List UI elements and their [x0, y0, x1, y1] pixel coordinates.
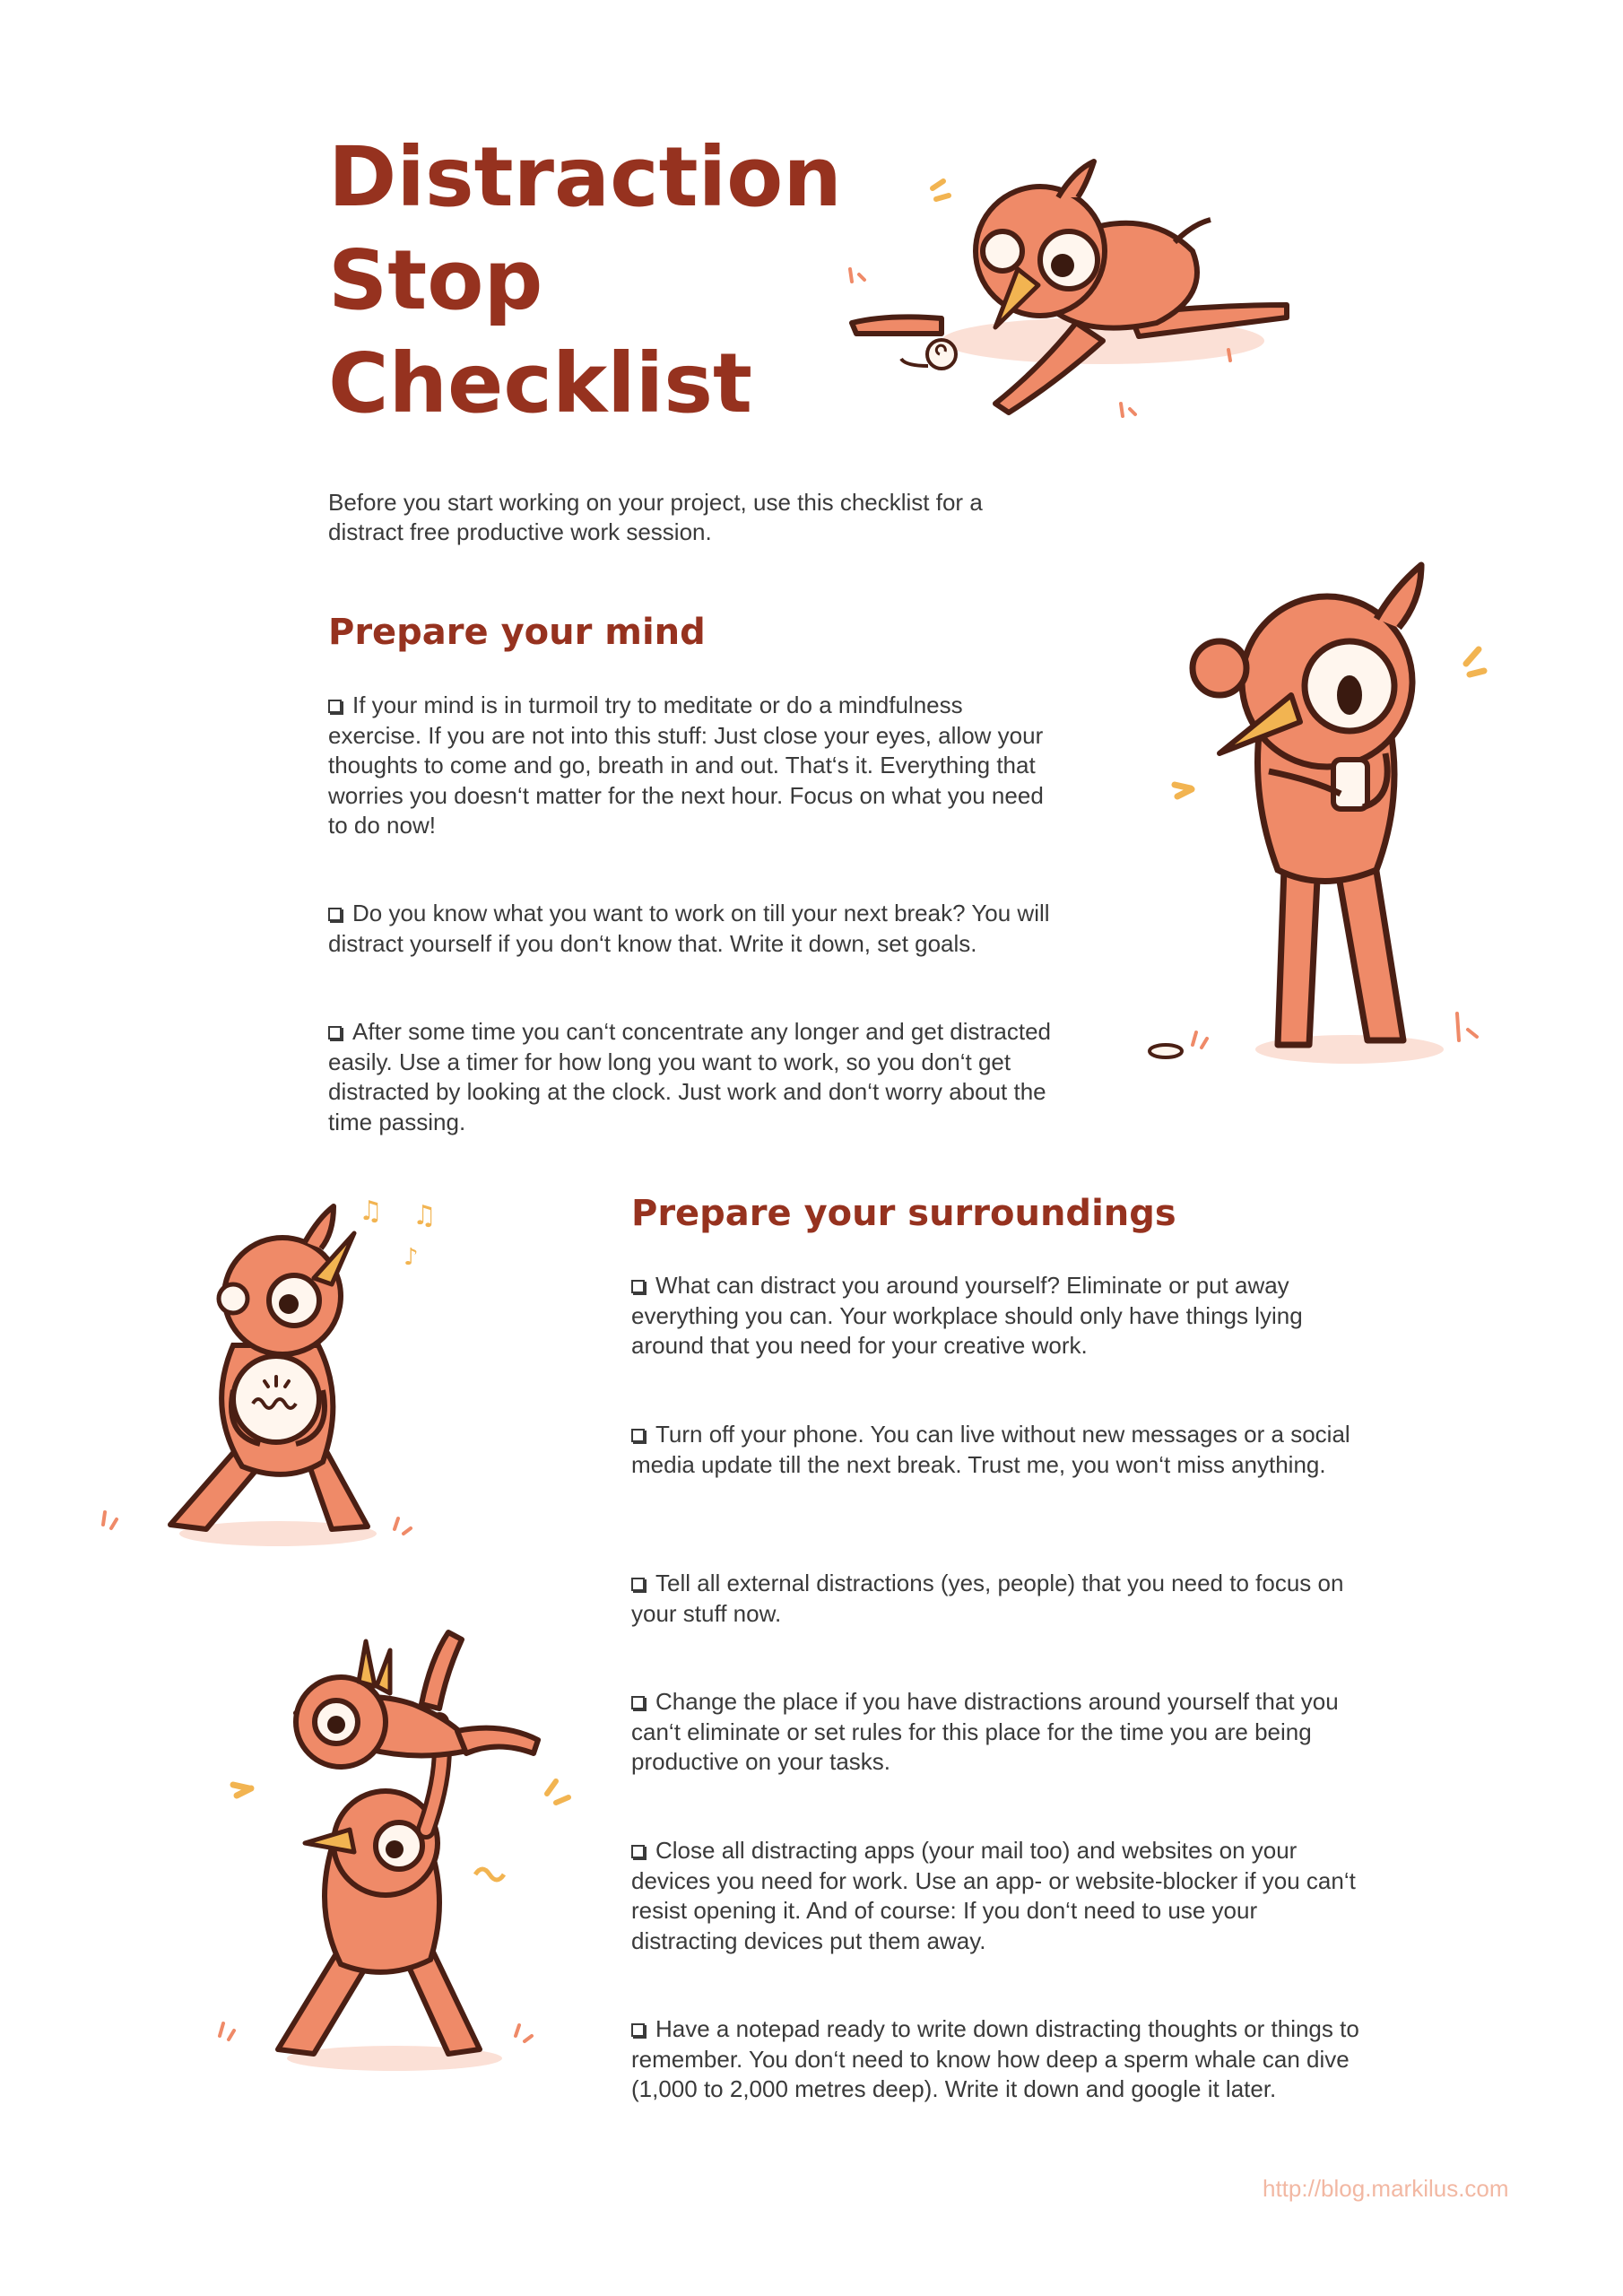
checklist-item-text: What can distract you around yourself? Eliminate or put away everything you can. Your workplace should only have things lying around that you need for your creative work. [631, 1272, 1303, 1359]
lifting-creatures-illustration [206, 1605, 601, 2081]
checklist-item-surroundings-6 [631, 2014, 1362, 2105]
checklist-item-mind-1 [328, 691, 1059, 841]
checkbox-icon [631, 1429, 645, 1442]
heading-prepare-mind: Prepare your mind [328, 612, 706, 653]
checkbox-icon [328, 908, 342, 921]
intro-text: Before you start working on your project, use this checklist for a distract free productive work session. [328, 489, 983, 545]
checklist-item-surroundings-1 [631, 1271, 1362, 1361]
checklist-item-text: Do you know what you want to work on till your next break? You will distract yourself if you don‘t know that. Write it down, set goals. [328, 900, 1050, 957]
title-line-3: Checklist [328, 335, 752, 431]
checkbox-icon [328, 1026, 342, 1039]
checkbox-icon [328, 700, 342, 713]
phone-creature-illustration [1134, 547, 1511, 1085]
clock-creature-illustration [99, 1184, 493, 1561]
checkbox-icon [631, 1845, 645, 1858]
checklist-item-surroundings-2 [631, 1420, 1362, 1480]
checklist-item-text: Change the place if you have distractions around yourself that you can‘t eliminate or set rules for this place for the time you are being productive on your tasks. [631, 1688, 1339, 1775]
page-title [328, 126, 884, 435]
checkbox-icon [631, 1696, 645, 1709]
checklist-item-text: After some time you can‘t concentrate any longer and get distracted easily. Use a timer for how long you want to work, so you don‘t get distracted by looking at the clock. Just work and don‘t worry about the time passing. [328, 1018, 1051, 1135]
checkbox-icon [631, 1280, 645, 1293]
checklist-item-text: Tell all external distractions (yes, people) that you need to focus on your stuff now. [631, 1570, 1344, 1627]
checklist-item-surroundings-5 [631, 1836, 1362, 1956]
svg-text:♫: ♫ [359, 1196, 383, 1227]
checkbox-icon [631, 1578, 645, 1591]
heading-prepare-surroundings: Prepare your surroundings [631, 1193, 1176, 1234]
checklist-item-text: Turn off your phone. You can live without new messages or a social media update till the next break. Trust me, you won‘t miss anything. [631, 1421, 1350, 1478]
title-line-1: Distraction [328, 129, 842, 225]
checklist-item-surroundings-3 [631, 1569, 1362, 1629]
svg-text:♫: ♫ [412, 1200, 437, 1231]
crawling-creature-illustration [834, 135, 1318, 439]
checklist-item-mind-2 [328, 899, 1059, 959]
checkbox-icon [631, 2023, 645, 2037]
checklist-item-text: Close all distracting apps (your mail too) and websites on your devices you need for work. Use an app- or website-blocker if you can‘t resist opening it. And of course: If you don‘t need to use your distracting devices put them away. [631, 1837, 1356, 1954]
checklist-item-mind-3 [328, 1017, 1059, 1137]
checklist-item-text: Have a notepad ready to write down distracting thoughts or things to remember. You don‘t need to know how deep a sperm whale can dive (1,000 to 2,000 metres deep). Write it down and google it later. [631, 2015, 1359, 2102]
title-line-2: Stop [328, 232, 543, 328]
footer-url: http://blog.markilus.com [1263, 2175, 1509, 2202]
checklist-item-surroundings-4 [631, 1687, 1362, 1778]
svg-text:♪: ♪ [404, 1244, 419, 1271]
checklist-item-text: If your mind is in turmoil try to meditate or do a mindfulness exercise. If you are not into this stuff: Just close your eyes, allow your thoughts to come and go, breath in and out. That‘s it. Everything that worries you doesn‘t matter for the next hour. Focus on what you need to do now! [328, 691, 1044, 839]
